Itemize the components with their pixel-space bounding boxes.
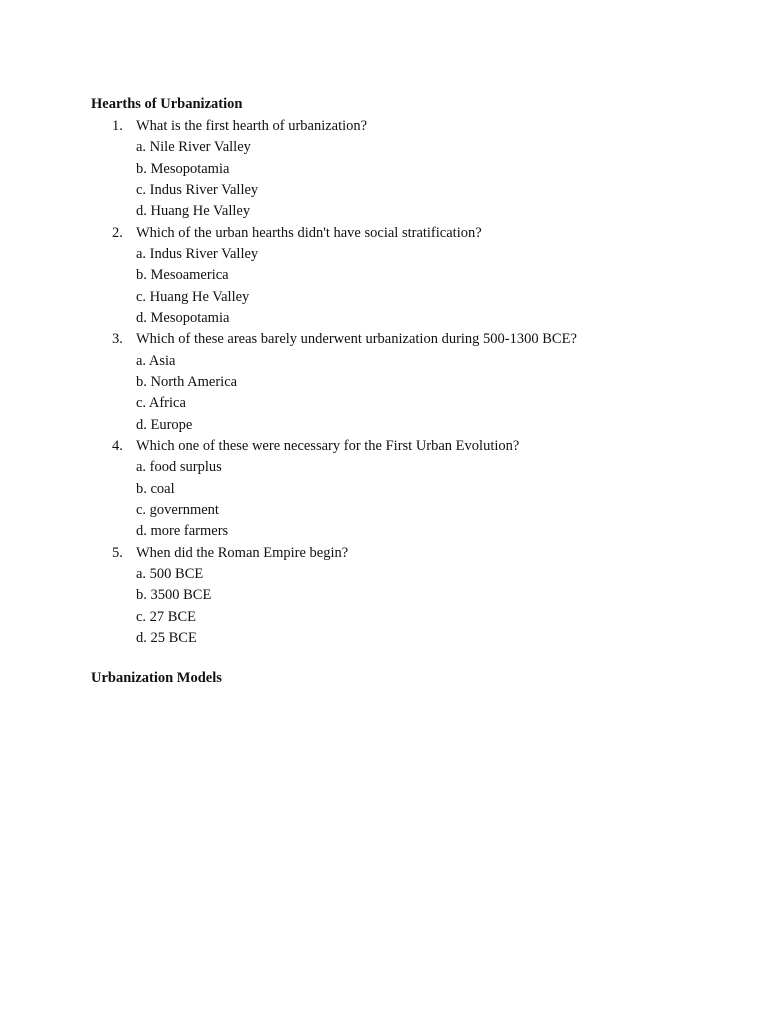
- answer-option: [0, 457, 768, 478]
- answer-option: [0, 372, 768, 393]
- section-heading-hearths: Hearths of Urbanization: [91, 96, 243, 112]
- question-text: Which of the urban hearths didn't have social stratification?: [136, 224, 482, 241]
- question-text: Which one of these were necessary for the First Urban Evolution?: [136, 437, 520, 454]
- section-heading-models: Urbanization Models: [91, 670, 222, 686]
- answer-option-text: a. Asia: [136, 352, 176, 369]
- question-number: 4.: [112, 437, 123, 454]
- answer-option: [0, 585, 768, 606]
- question-item: [0, 436, 768, 457]
- answer-option-text: c. 27 BCE: [136, 608, 197, 625]
- answer-option: [0, 287, 768, 308]
- answer-option-text: c. Huang He Valley: [136, 288, 250, 305]
- answer-option-text: b. Mesopotamia: [136, 160, 230, 177]
- question-text: When did the Roman Empire begin?: [136, 544, 349, 561]
- answer-option-text: c. Africa: [136, 395, 186, 412]
- answer-option-text: d. Mesopotamia: [136, 309, 230, 326]
- question-item: [0, 116, 768, 137]
- answer-option: [0, 308, 768, 329]
- answer-option-text: a. Indus River Valley: [136, 245, 259, 262]
- answer-option: [0, 159, 768, 180]
- answer-option-text: b. North America: [136, 373, 238, 390]
- answer-option-text: d. Huang He Valley: [136, 203, 251, 220]
- answer-option-text: a. Nile River Valley: [136, 139, 251, 156]
- answer-option: [0, 201, 768, 222]
- answer-option-text: c. Indus River Valley: [136, 181, 259, 198]
- answer-option: [0, 244, 768, 265]
- question-text: What is the first hearth of urbanization?: [136, 118, 368, 134]
- answer-option: [0, 137, 768, 158]
- answer-option-text: d. Europe: [136, 416, 193, 433]
- answer-option: [0, 564, 768, 585]
- answer-option: [0, 393, 768, 414]
- answer-option: [0, 180, 768, 201]
- answer-option-text: b. 3500 BCE: [136, 587, 212, 604]
- answer-option: [0, 265, 768, 286]
- question-number: 1.: [112, 118, 123, 134]
- answer-option: [0, 415, 768, 436]
- answer-option: [0, 607, 768, 628]
- answer-option-text: d. more farmers: [136, 523, 229, 540]
- answer-option-text: b. Mesoamerica: [136, 267, 229, 284]
- question-number: 2.: [112, 224, 123, 241]
- answer-option-text: c. government: [136, 501, 219, 518]
- question-number: 5.: [112, 544, 123, 561]
- answer-option: [0, 628, 768, 649]
- answer-option-text: d. 25 BCE: [136, 629, 197, 646]
- question-item: [0, 543, 768, 564]
- answer-option-text: a. 500 BCE: [136, 565, 204, 582]
- answer-option-text: b. coal: [136, 480, 175, 497]
- answer-option-text: a. food surplus: [136, 459, 222, 476]
- answer-option: [0, 521, 768, 542]
- quiz-list: [0, 116, 768, 649]
- question-number: 3.: [112, 331, 123, 348]
- answer-option: [0, 351, 768, 372]
- answer-option: [0, 479, 768, 500]
- question-item: [0, 223, 768, 244]
- question-item: [0, 329, 768, 350]
- question-text: Which of these areas barely underwent urbanization during 500-1300 BCE?: [136, 331, 577, 348]
- answer-option: [0, 500, 768, 521]
